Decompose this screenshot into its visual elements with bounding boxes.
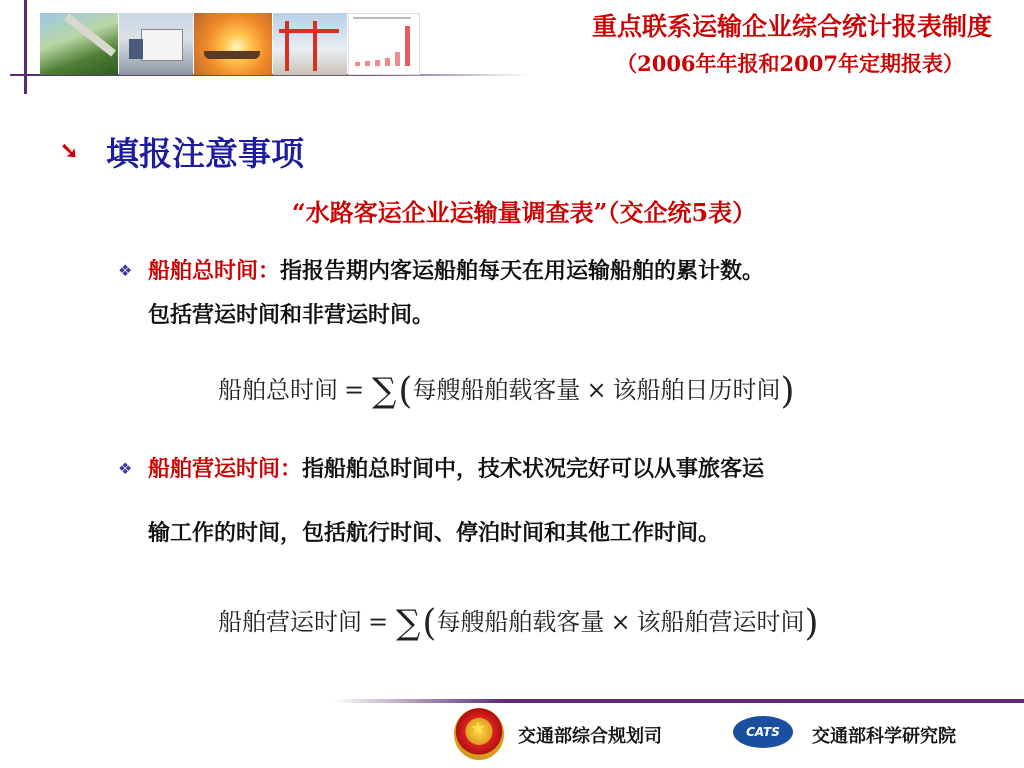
formula-term-a: 每艘船舶载客量 [412,376,581,404]
times-sign: × [610,608,631,636]
close-paren: ) [780,371,795,412]
definition-term: 船舶营运时间： [148,457,303,482]
highway-photo [40,13,118,75]
mini-chart-bar [395,52,400,66]
road-shape [64,13,116,56]
crane-beam-shape [279,29,339,33]
definition-line [148,452,968,483]
star-icon: ★ [470,718,487,739]
mini-chart-caption-line [353,17,411,19]
arrow-down-right-icon: ➘ [60,138,79,164]
formula-term-a: 每艘船舶载客量 [436,608,605,636]
truck-cab-shape [129,39,143,59]
sigma-symbol: ∑ [372,371,397,411]
definition-line [148,254,968,285]
section-title: 填报注意事项 [106,134,304,173]
diamond-bullet-icon: ❖ [118,459,133,478]
sigma-symbol: ∑ [396,603,421,643]
equals-sign: = [344,376,365,404]
truck-body-shape [141,29,183,61]
formula-operating-time [218,602,819,644]
definition-line: 输工作的时间，包括航行时间、停泊时间和其他工作时间。 [148,521,721,546]
cats-logo: CATS [733,716,793,748]
formula-total-time [218,370,795,412]
mini-chart-bar [375,60,380,66]
table-title: “水路客运企业运输量调查表”（交企统5表） [291,198,757,227]
truck-photo [119,13,193,75]
sunset-ship-photo [194,13,272,75]
mini-chart-thumbnail [348,13,420,75]
port-crane-photo [273,13,347,75]
ship-shape [204,51,260,59]
formula-term-b: 该船舶营运时间 [636,608,805,636]
close-paren: ) [804,603,819,644]
footer-rule [332,699,1024,703]
formula-term-b: 该船舶日历时间 [612,376,781,404]
formula-lhs: 船舶总时间 [218,376,338,404]
footer-org-research: 交通部科学研究院 [812,726,956,747]
mini-chart-bar [405,26,410,66]
mini-chart-bar [385,58,390,66]
formula-lhs: 船舶营运时间 [218,608,362,636]
open-paren: ( [422,603,437,644]
definition-text: 指报告期内客运船舶每天在用运输船舶的累计数。 [280,259,765,284]
open-paren: ( [398,371,413,412]
definition-text: 指船舶总时间中，技术状况完好可以从事旅客运 [302,457,765,482]
times-sign: × [586,376,607,404]
mini-chart-bar [355,62,360,66]
footer-org-planning: 交通部综合规划司 [518,726,662,747]
diamond-bullet-icon: ❖ [118,261,133,280]
mini-chart-bar [365,61,370,66]
definition-term: 船舶总时间： [148,259,281,284]
definition-line: 包括营运时间和非营运时间。 [148,303,435,328]
equals-sign: = [368,608,389,636]
page-subtitle: （2006年年报和2007年定期报表） [616,51,964,76]
header-vertical-rule [24,0,27,94]
page-title: 重点联系运输企业综合统计报表制度 [591,12,992,41]
